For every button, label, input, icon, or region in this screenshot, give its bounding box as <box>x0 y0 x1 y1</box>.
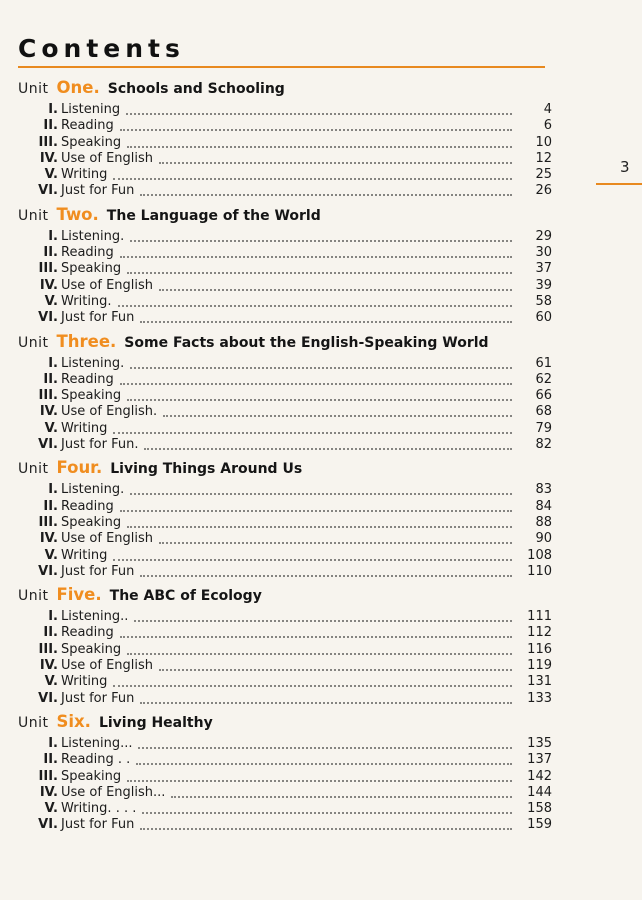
section-page-number: 29 <box>535 228 552 244</box>
section-label: Listening <box>61 102 121 117</box>
contents-entry[interactable] <box>18 437 552 453</box>
section-label: Speaking <box>61 388 122 404</box>
section-numeral: II. <box>43 752 58 768</box>
dot-leader <box>144 434 512 450</box>
unit-word: Unit <box>18 334 49 351</box>
section-numeral: IV. <box>39 277 58 293</box>
unit-title: The Language of the World <box>106 207 321 224</box>
section-numeral: III. <box>38 261 58 277</box>
dot-leader <box>113 545 512 561</box>
section-numeral: IV. <box>39 531 58 547</box>
section-label: Use of English <box>61 658 154 674</box>
unit-word: Unit <box>18 588 49 605</box>
dot-leader <box>159 275 512 291</box>
dot-leader <box>120 622 512 638</box>
section-page-number: 58 <box>535 293 552 309</box>
section-numeral: VI. <box>38 310 58 326</box>
section-page-number: 144 <box>527 784 552 800</box>
unit-section <box>18 712 552 834</box>
dot-leader <box>113 418 512 434</box>
unit-number: Four. <box>56 458 103 478</box>
dot-leader <box>127 258 512 274</box>
section-label: Listening.. <box>61 609 129 625</box>
section-numeral: V. <box>44 801 58 817</box>
section-page-number: 110 <box>527 563 552 579</box>
dot-leader <box>127 385 512 401</box>
section-page-number: 88 <box>535 514 552 530</box>
section-numeral: II. <box>43 625 58 641</box>
section-label: Use of English <box>61 531 154 547</box>
section-numeral: IV. <box>39 658 58 674</box>
section-numeral: VI. <box>38 437 58 453</box>
section-label: Writing <box>61 674 108 690</box>
section-numeral: II. <box>43 118 58 134</box>
dot-leader <box>127 132 512 148</box>
section-page-number: 79 <box>535 420 552 436</box>
dot-leader <box>159 148 512 164</box>
unit-title: Some Facts about the English-Speaking World <box>124 334 489 351</box>
section-page-number: 112 <box>527 625 552 641</box>
section-label: Speaking <box>61 514 122 530</box>
section-label: Speaking <box>61 134 122 150</box>
section-numeral: III. <box>38 514 58 530</box>
section-label: Reading <box>61 118 114 134</box>
section-page-number: 25 <box>535 167 552 183</box>
section-numeral: I. <box>48 735 58 751</box>
section-numeral: I. <box>48 482 58 498</box>
dot-leader <box>140 688 512 704</box>
section-numeral: IV. <box>39 150 58 166</box>
dot-leader <box>134 606 512 622</box>
contents-entry[interactable] <box>18 310 552 326</box>
unit-word: Unit <box>18 714 49 731</box>
section-page-number: 158 <box>527 801 552 817</box>
section-label: Just for Fun <box>61 183 135 199</box>
section-page-number: 83 <box>535 482 552 498</box>
section-label: Just for Fun <box>61 690 135 706</box>
section-label: Reading <box>61 625 114 641</box>
dot-leader <box>140 180 512 196</box>
section-page-number: 133 <box>527 690 552 706</box>
dot-leader <box>127 639 512 655</box>
section-label: Listening. <box>61 482 125 498</box>
dot-leader <box>130 353 512 369</box>
unit-section <box>18 78 552 200</box>
section-numeral: V. <box>44 167 58 183</box>
section-page-number: 131 <box>527 674 552 690</box>
contents-entry[interactable] <box>18 817 552 833</box>
section-label: Just for Fun <box>61 817 135 833</box>
section-page-number: 84 <box>535 498 552 514</box>
section-numeral: VI. <box>38 183 58 199</box>
section-page-number: 68 <box>535 404 552 420</box>
section-numeral: V. <box>44 293 58 309</box>
section-label: Just for Fun <box>61 563 135 579</box>
section-numeral: III. <box>38 388 58 404</box>
section-label: Writing <box>61 547 108 563</box>
dot-leader <box>120 496 512 512</box>
dot-leader <box>113 164 512 180</box>
unit-title: Living Healthy <box>98 714 213 731</box>
unit-number: Two. <box>56 204 99 224</box>
section-numeral: II. <box>43 245 58 261</box>
section-label: Reading . . <box>61 752 131 768</box>
section-page-number: 26 <box>535 183 552 199</box>
dot-leader <box>171 782 512 798</box>
section-numeral: IV. <box>39 404 58 420</box>
dot-leader <box>159 528 512 544</box>
contents-list <box>18 78 552 839</box>
unit-number: One. <box>56 78 100 97</box>
unit-title: Schools and Schooling <box>107 81 285 97</box>
dot-leader <box>142 798 512 814</box>
unit-number: Three. <box>56 331 117 351</box>
section-page-number: 66 <box>535 388 552 404</box>
section-label: Speaking <box>61 768 122 784</box>
unit-number: Six. <box>56 711 91 731</box>
page-number-rule <box>596 183 642 185</box>
unit-word: Unit <box>18 461 49 478</box>
section-numeral: V. <box>44 420 58 436</box>
section-numeral: III. <box>38 768 58 784</box>
section-page-number: 135 <box>527 735 552 751</box>
section-page-number: 82 <box>535 437 552 453</box>
unit-word: Unit <box>18 207 49 224</box>
section-numeral: II. <box>43 498 58 514</box>
section-label: Reading <box>61 371 114 387</box>
unit-section <box>18 458 552 580</box>
section-numeral: I. <box>48 355 58 371</box>
section-page-number: 90 <box>535 531 552 547</box>
section-page-number: 6 <box>543 118 552 134</box>
unit-section <box>18 585 552 707</box>
page-number: 3 <box>620 158 630 176</box>
unit-title: Living Things Around Us <box>110 461 303 478</box>
section-label: Use of English <box>61 277 154 293</box>
contents-entry[interactable] <box>18 183 552 199</box>
section-page-number: 61 <box>535 355 552 371</box>
dot-leader <box>126 99 512 115</box>
dot-leader <box>138 733 512 749</box>
section-label: Use of English <box>61 150 154 166</box>
unit-word: Unit <box>18 81 49 97</box>
dot-leader <box>130 479 512 495</box>
section-label: Just for Fun. <box>61 437 139 453</box>
section-page-number: 4 <box>543 102 552 117</box>
dot-leader <box>130 226 512 242</box>
section-numeral: V. <box>44 674 58 690</box>
section-numeral: I. <box>48 102 58 117</box>
section-numeral: III. <box>38 134 58 150</box>
section-page-number: 137 <box>527 752 552 768</box>
section-numeral: II. <box>43 371 58 387</box>
dot-leader <box>120 115 512 131</box>
dot-leader <box>140 307 512 323</box>
dot-leader <box>113 671 512 687</box>
unit-section <box>18 332 552 454</box>
section-page-number: 62 <box>535 371 552 387</box>
page-title: Contents <box>18 34 185 63</box>
section-label: Speaking <box>61 641 122 657</box>
dot-leader <box>140 814 512 830</box>
section-numeral: VI. <box>38 563 58 579</box>
section-label: Use of English. <box>61 404 158 420</box>
dot-leader <box>140 561 512 577</box>
section-label: Writing. . . . <box>61 801 137 817</box>
section-page-number: 119 <box>527 658 552 674</box>
section-page-number: 60 <box>535 310 552 326</box>
section-numeral: III. <box>38 641 58 657</box>
section-page-number: 116 <box>527 641 552 657</box>
section-label: Writing. <box>61 293 112 309</box>
section-numeral: VI. <box>38 817 58 833</box>
section-numeral: I. <box>48 609 58 625</box>
section-numeral: I. <box>48 228 58 244</box>
unit-number: Five. <box>56 585 102 605</box>
section-page-number: 10 <box>535 134 552 150</box>
section-label: Reading <box>61 498 114 514</box>
dot-leader <box>118 291 512 307</box>
section-label: Writing <box>61 167 108 183</box>
dot-leader <box>120 242 512 258</box>
section-label: Listening. <box>61 228 125 244</box>
section-numeral: V. <box>44 547 58 563</box>
section-page-number: 39 <box>535 277 552 293</box>
dot-leader <box>159 655 512 671</box>
section-label: Listening... <box>61 735 133 751</box>
section-page-number: 108 <box>527 547 552 563</box>
section-label: Reading <box>61 245 114 261</box>
section-page-number: 30 <box>535 245 552 261</box>
section-numeral: VI. <box>38 690 58 706</box>
section-label: Just for Fun <box>61 310 135 326</box>
unit-section <box>18 205 552 327</box>
dot-leader <box>163 401 512 417</box>
dot-leader <box>120 369 512 385</box>
section-page-number: 37 <box>535 261 552 277</box>
contents-entry[interactable] <box>18 564 552 580</box>
dot-leader <box>127 766 512 782</box>
section-label: Listening. <box>61 355 125 371</box>
section-page-number: 159 <box>527 817 552 833</box>
dot-leader <box>136 749 512 765</box>
section-page-number: 111 <box>527 609 552 625</box>
unit-title: The ABC of Ecology <box>109 588 262 605</box>
section-page-number: 142 <box>527 768 552 784</box>
title-underline <box>18 66 545 68</box>
contents-entry[interactable] <box>18 691 552 707</box>
section-label: Use of English... <box>61 784 166 800</box>
section-numeral: IV. <box>39 784 58 800</box>
dot-leader <box>127 512 512 528</box>
section-label: Writing <box>61 420 108 436</box>
section-label: Speaking <box>61 261 122 277</box>
section-page-number: 12 <box>535 150 552 166</box>
